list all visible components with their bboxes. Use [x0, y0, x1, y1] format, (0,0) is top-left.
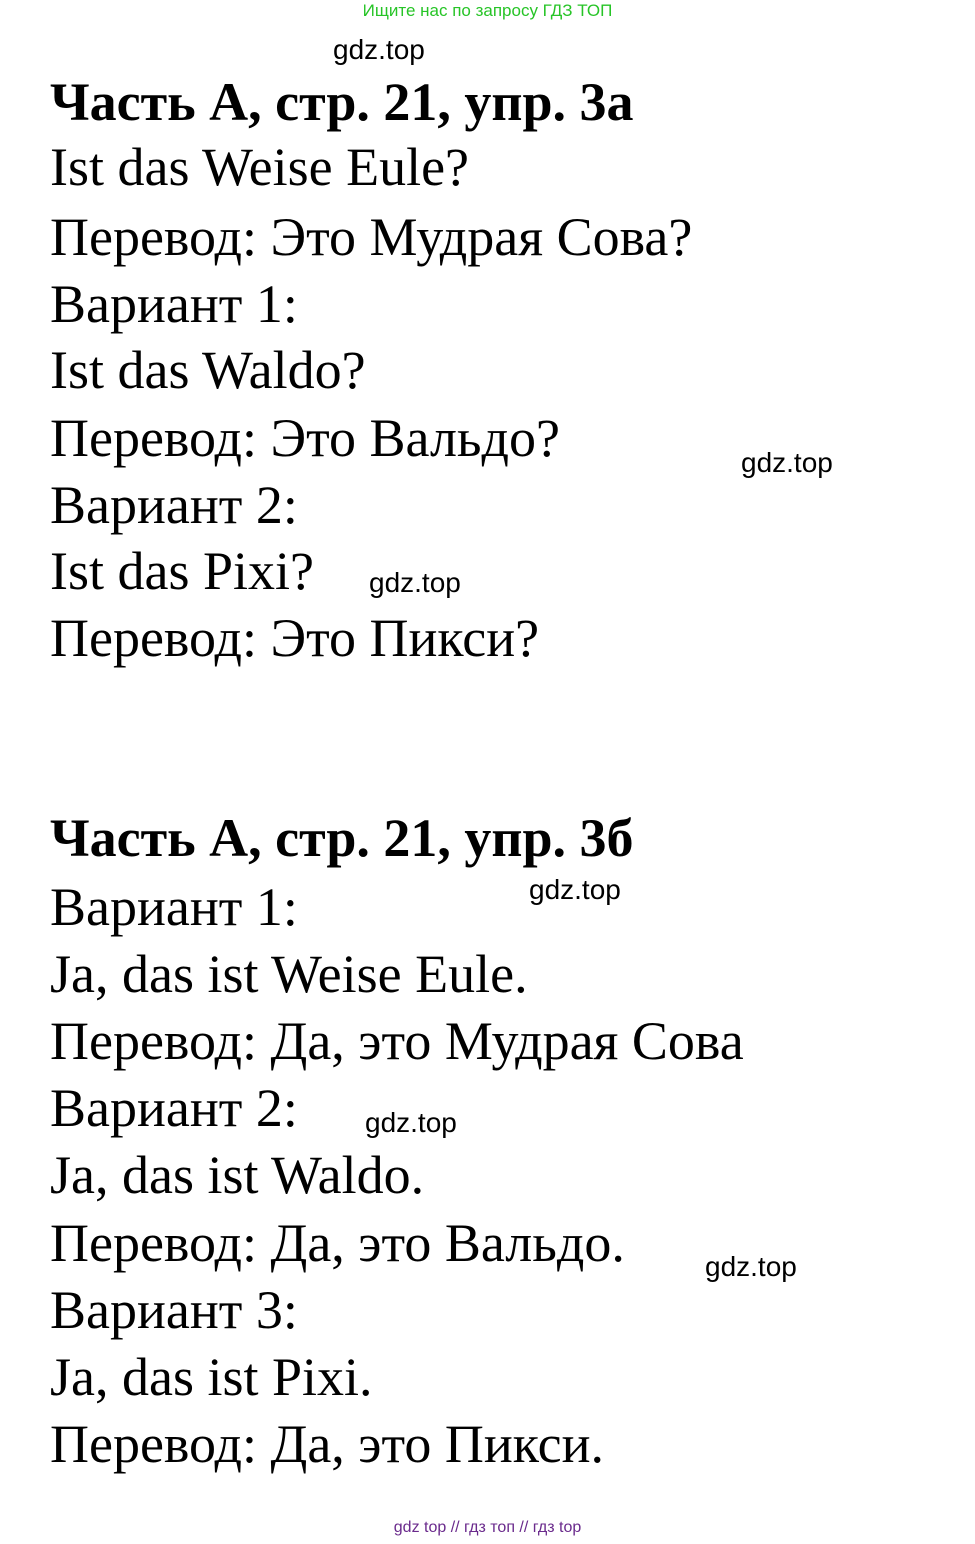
- watermark-text: gdz.top: [369, 567, 461, 598]
- section-a-line: Вариант 1:: [50, 274, 298, 334]
- section-b-line: Ja, das ist Weise Eule.: [50, 944, 528, 1004]
- section-b-line: Вариант 1:: [50, 877, 298, 937]
- watermark-text: gdz.top: [529, 874, 621, 905]
- section-a-line: Перевод: Это Вальдо?: [50, 408, 560, 468]
- section-b-line: Вариант 3:: [50, 1280, 298, 1340]
- section-b-line: Ja, das ist Pixi.: [50, 1347, 373, 1407]
- footer-links[interactable]: gdz top // гдз топ // гдз top: [393, 1519, 582, 1536]
- watermark-text: gdz.top: [333, 34, 425, 65]
- section-b-line: Перевод: Да, это Мудрая Сова: [50, 1011, 744, 1071]
- section-a-line: Перевод: Это Пикси?: [50, 608, 540, 668]
- section-b-line: Ja, das ist Waldo.: [50, 1145, 425, 1205]
- section-a-line: Вариант 2:: [50, 475, 298, 535]
- section-a-heading: Часть А, стр. 21, упр. 3а: [50, 72, 634, 132]
- section-b-line: Вариант 2:: [50, 1078, 298, 1138]
- section-a-line: Ist das Waldo?: [50, 340, 366, 400]
- section-a-line: Ist das Pixi?: [50, 541, 314, 601]
- section-a-line: Ist das Weise Eule?: [50, 137, 470, 197]
- section-b-line: Перевод: Да, это Вальдо.: [50, 1213, 625, 1273]
- watermark-text: gdz.top: [741, 447, 833, 478]
- section-a-line: Перевод: Это Мудрая Сова?: [50, 207, 693, 267]
- top-banner: Ищите нас по запросу ГДЗ ТОП: [362, 1, 613, 20]
- watermark-text: gdz.top: [705, 1251, 797, 1282]
- watermark-text: gdz.top: [365, 1107, 457, 1138]
- section-b-heading: Часть А, стр. 21, упр. 3б: [50, 808, 634, 868]
- section-b-line: Перевод: Да, это Пикси.: [50, 1414, 605, 1474]
